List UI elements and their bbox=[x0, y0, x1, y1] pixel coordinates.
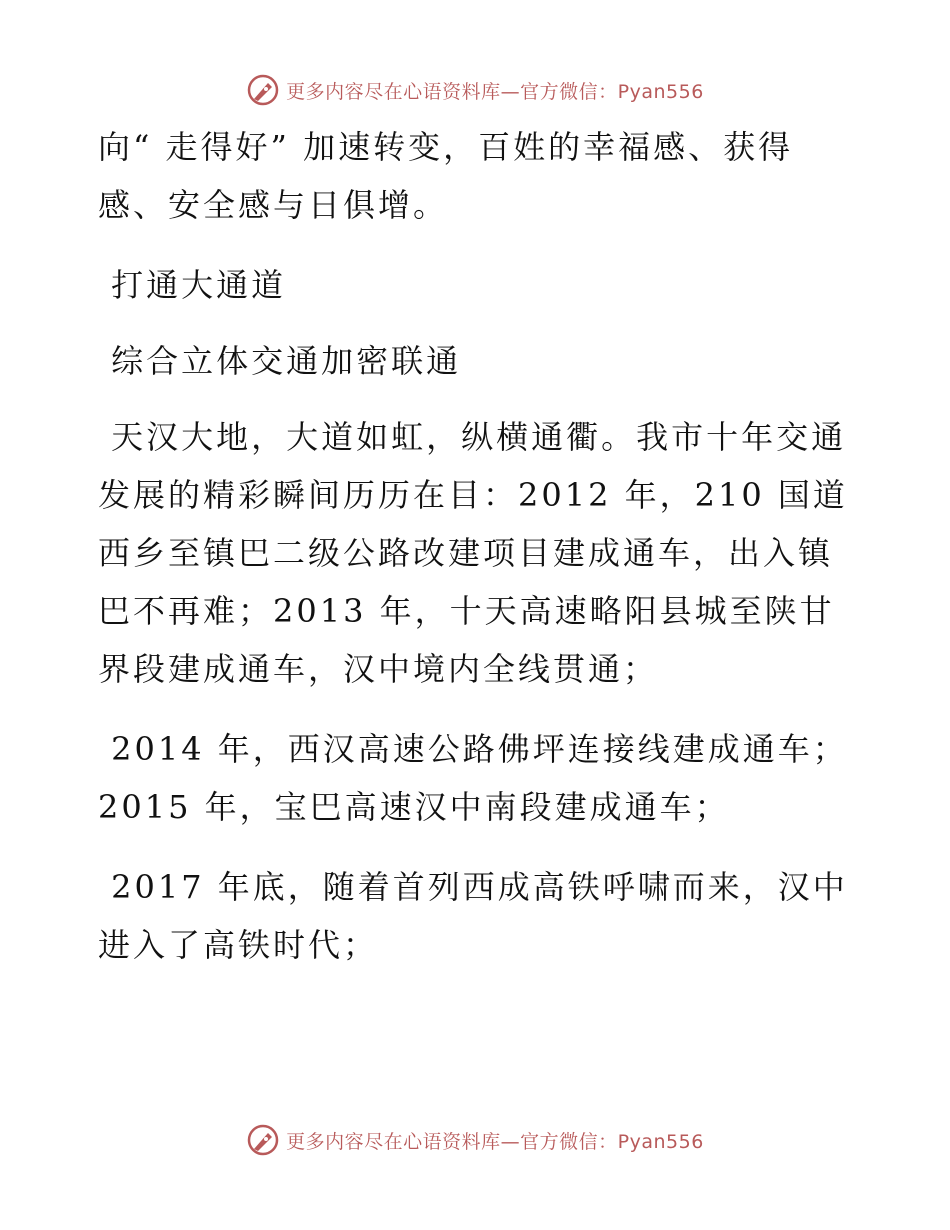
pen-nib-circle-icon bbox=[246, 1123, 280, 1157]
document-body bbox=[98, 118, 858, 996]
watermark-text: 更多内容尽在心语资料库—官方微信：Pyan556 bbox=[286, 80, 704, 103]
header-watermark bbox=[0, 70, 950, 110]
section-subheading: 综合立体交通加密联通 bbox=[98, 342, 462, 380]
paragraph-2017: 2017 年底，随着首列西成高铁呼啸而来，汉中进入了高铁时代； bbox=[98, 868, 848, 964]
watermark-text: 更多内容尽在心语资料库—官方微信：Pyan556 bbox=[286, 1130, 704, 1153]
footer-watermark bbox=[0, 1120, 950, 1160]
section-heading: 打通大通道 bbox=[98, 266, 287, 304]
paragraph-2014-2015: 2014 年，西汉高速公路佛坪连接线建成通车；2015 年，宝巴高速汉中南段建成通车； bbox=[98, 730, 848, 826]
paragraph-traffic-history: 天汉大地，大道如虹，纵横通衢。我市十年交通发展的精彩瞬间历历在目：2012 年，210 国道西乡至镇巴二级公路改建项目建成通车，出入镇巴不再难；2013 年，十天高速略阳县城至陕甘界段建成通车，汉中境内全线贯通； bbox=[98, 418, 848, 688]
pen-nib-circle-icon bbox=[246, 73, 280, 107]
paragraph-intro: 向“ 走得好” 加速转变，百姓的幸福感、获得感、安全感与日俱增。 bbox=[98, 128, 794, 224]
